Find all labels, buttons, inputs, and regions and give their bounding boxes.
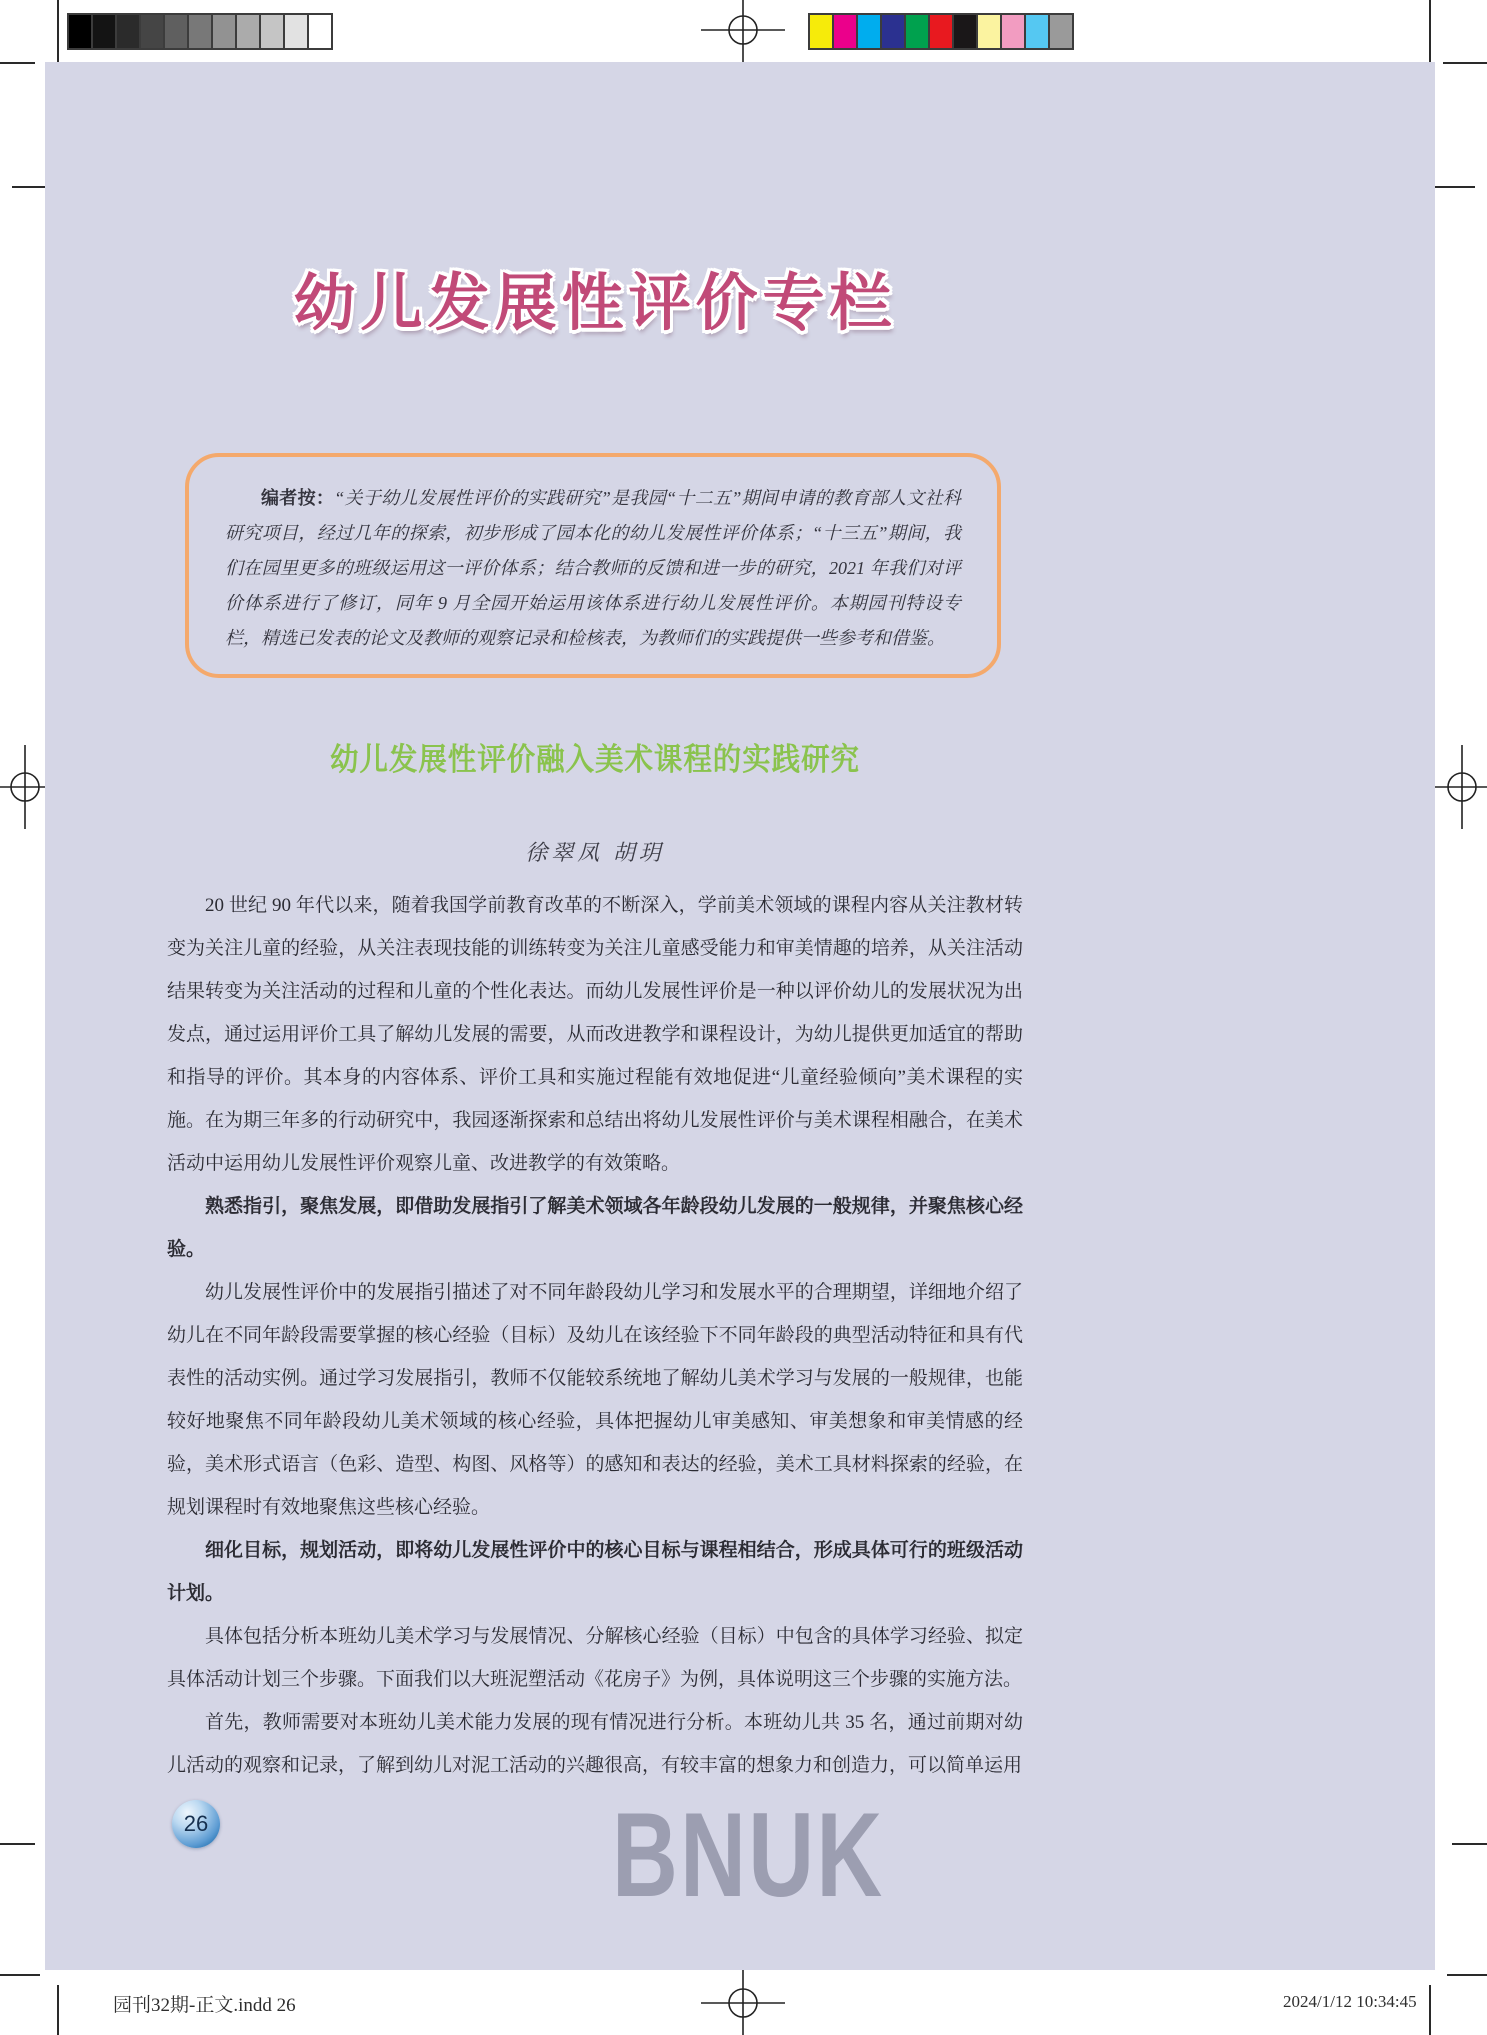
color-swatch [954,15,978,48]
body-paragraph: 幼儿发展性评价中的发展指引描述了对不同年龄段幼儿学习和发展水平的合理期望，详细地介绍了幼儿在不同年龄段需要掌握的核心经验（目标）及幼儿在该经验下不同年龄段的典型活动特征和具有代表性的活动实例。通过学习发展指引，教师不仅能较系统地了解幼儿美术学习与发展的一般规律，也能较好地聚焦不同年龄段幼儿美术领域的核心经验，具体把握幼儿审美感知、审美想象和审美情感的经验，美术形式语言（色彩、造型、构图、风格等）的感知和表达的经验，美术工具材料探索的经验，在规划课程时有效地聚焦这些核心经验。 [167,1282,1023,1518]
color-swatch [1050,15,1072,48]
body-paragraph: 具体包括分析本班幼儿美术学习与发展情况、分解核心经验（目标）中包含的具体学习经验、拟定具体活动计划三个步骤。下面我们以大班泥塑活动《花房子》为例，具体说明这三个步骤的实施方法。 [167,1626,1023,1690]
color-swatch [237,15,261,48]
color-swatch [906,15,930,48]
color-swatch [261,15,285,48]
footer-timestamp: 2024/1/12 10:34:45 [1283,1992,1417,2011]
color-swatch [165,15,189,48]
cmyk-calibration-bar [808,13,1074,50]
crop-mark [1452,1843,1487,1845]
grayscale-calibration-bar [67,13,333,50]
crop-mark [1443,62,1487,64]
editor-note-text [225,481,961,656]
editor-note-box [185,453,1001,678]
color-swatch [213,15,237,48]
crop-mark [1429,1985,1431,2035]
color-swatch [285,15,309,48]
color-swatch [1026,15,1050,48]
article-authors: 徐翠凤 胡玥 [525,840,665,865]
color-swatch [930,15,954,48]
watermark: BNUK [612,1788,885,1922]
color-swatch [882,15,906,48]
color-swatch [810,15,834,48]
crop-mark [1447,1974,1487,1976]
color-swatch [69,15,93,48]
page-background [45,62,1435,1970]
footer-filename: 园刊32期-正文.indd 26 [113,1995,296,2016]
crop-mark [0,1843,35,1845]
color-swatch [1002,15,1026,48]
color-swatch [858,15,882,48]
page-number: 26 [183,1811,209,1836]
editor-note-body: “关于幼儿发展性评价的实践研究”是我园“十二五”期间申请的教育部人文社科研究项目，经过几年的探索，初步形成了园本化的幼儿发展性评价体系；“十三五”期间，我们在园里更多的班级运用这一评价体系；结合教师的反馈和进一步的研究，2021 年我们对评价体系进行了修订，同年 9 月全园开始运用该体系进行幼儿发展性评价。本期园刊特设专栏，精选已发表的论文及教师的观察记录和检核表，为教师们的实践提供一些参考和借鉴。 [225,488,962,648]
registration-mark [701,1961,785,2035]
crop-mark [0,62,35,64]
article-title: 幼儿发展性评价融入美术课程的实践研究 [330,742,860,778]
color-swatch [978,15,1002,48]
body-paragraph: 20 世纪 90 年代以来，随着我国学前教育改革的不断深入，学前美术领域的课程内容从关注教材转变为关注儿童的经验，从关注表现技能的训练转变为关注儿童感受能力和审美情趣的培养，从关注活动结果转变为关注活动的过程和儿童的个性化表达。而幼儿发展性评价是一种以评价幼儿的发展状况为出发点，通过运用评价工具了解幼儿发展的需要，从而改进教学和课程设计，为幼儿提供更加适宜的帮助和指导的评价。其本身的内容体系、评价工具和实施过程能有效地促进“儿童经验倾向”美术课程的实施。在为期三年多的行动研究中，我园逐渐探索和总结出将幼儿发展性评价与美术课程相融合，在美术活动中运用幼儿发展性评价观察儿童、改进教学的有效策略。 [167,895,1023,1174]
color-swatch [117,15,141,48]
crop-mark [0,1974,40,1976]
color-swatch [309,15,331,48]
body-paragraph: 熟悉指引，聚焦发展，即借助发展指引了解美术领域各年龄段幼儿发展的一般规律，并聚焦核心经验。 [167,1196,1023,1260]
body-paragraph: 首先，教师需要对本班幼儿美术能力发展的现有情况进行分析。本班幼儿共 35 名，通过前期对幼儿活动的观察和记录，了解到幼儿对泥工活动的兴趣很高，有较丰富的想象力和创造力，可以简单运用 [167,1712,1023,1776]
color-swatch [93,15,117,48]
crop-mark [57,1985,59,2035]
color-swatch [834,15,858,48]
color-swatch [141,15,165,48]
body-paragraph: 细化目标，规划活动，即将幼儿发展性评价中的核心目标与课程相结合，形成具体可行的班级活动计划。 [167,1540,1023,1604]
page-number-badge [172,1800,220,1848]
article-body [167,884,1023,1787]
column-title: 幼儿发展性评价专栏 [293,266,897,339]
color-swatch [189,15,213,48]
editor-note-label: 编者按： [261,488,335,509]
